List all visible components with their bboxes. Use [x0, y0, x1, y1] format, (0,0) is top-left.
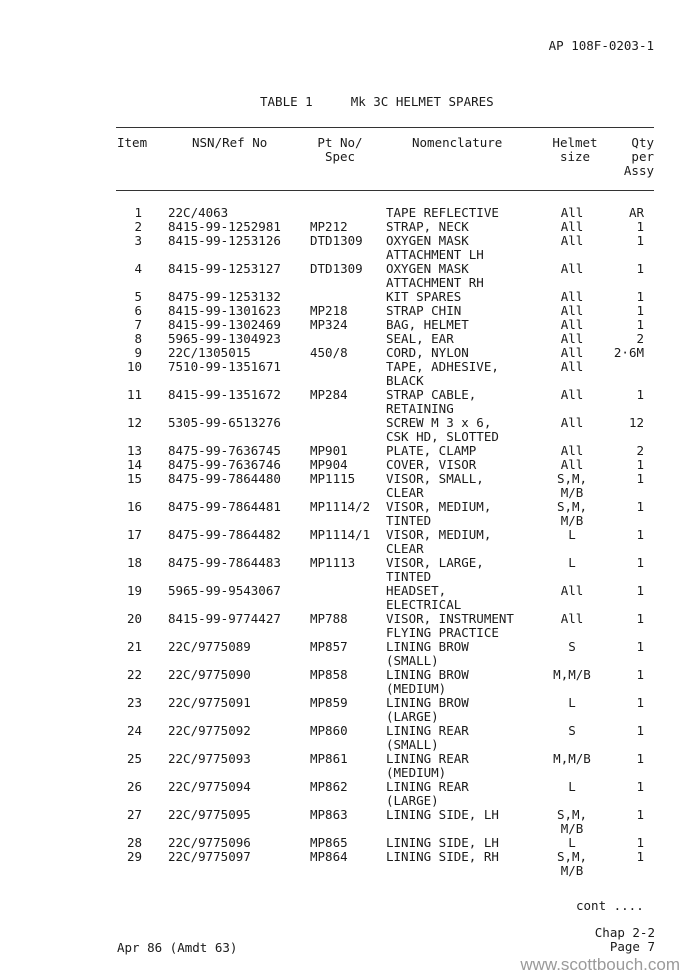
- quantity-cell: 1: [636, 695, 644, 710]
- nsn-ref-cell: 8415-99-1351672: [168, 387, 281, 402]
- table-row: [0, 346, 690, 360]
- item-number-cell: 17: [126, 527, 142, 542]
- item-number-cell: 2: [134, 219, 142, 234]
- table-row: [0, 696, 690, 724]
- nomenclature-cell: VISOR, MEDIUM, TINTED: [386, 499, 492, 528]
- table-label: TABLE 1: [260, 94, 313, 109]
- nomenclature-cell: LINING BROW (MEDIUM): [386, 667, 469, 696]
- nsn-ref-cell: 5965-99-1304923: [168, 331, 281, 346]
- helmet-size-cell: All: [560, 611, 584, 626]
- part-number-cell: 450/8: [310, 345, 348, 360]
- helmet-size-cell: L: [568, 779, 576, 794]
- helmet-size-cell: M,M/B: [553, 751, 591, 766]
- helmet-size-cell: S: [568, 723, 576, 738]
- nomenclature-cell: SCREW M 3 x 6, CSK HD, SLOTTED: [386, 415, 499, 444]
- part-number-cell: MP861: [310, 751, 348, 766]
- quantity-cell: 1: [636, 849, 644, 864]
- header-bottom-rule: [116, 190, 654, 191]
- amendment-date: Apr 86 (Amdt 63): [117, 940, 238, 955]
- nomenclature-cell: VISOR, INSTRUMENT FLYING PRACTICE: [386, 611, 514, 640]
- nsn-ref-cell: 22C/9775095: [168, 807, 251, 822]
- nomenclature-cell: OXYGEN MASK ATTACHMENT LH: [386, 233, 484, 262]
- quantity-cell: 1: [636, 723, 644, 738]
- part-number-cell: MP865: [310, 835, 348, 850]
- helmet-size-cell: All: [560, 583, 584, 598]
- helmet-size-cell: All: [560, 457, 584, 472]
- table-row: [0, 290, 690, 304]
- nomenclature-cell: LINING REAR (MEDIUM): [386, 751, 469, 780]
- quantity-cell: 2: [636, 443, 644, 458]
- part-number-cell: MP284: [310, 387, 348, 402]
- quantity-cell: 1: [636, 583, 644, 598]
- nsn-ref-cell: 8415-99-9774427: [168, 611, 281, 626]
- item-number-cell: 20: [126, 611, 142, 626]
- item-number-cell: 5: [134, 289, 142, 304]
- helmet-size-cell: All: [560, 415, 584, 430]
- chapter-page-info: [585, 926, 655, 954]
- quantity-cell: 1: [636, 387, 644, 402]
- quantity-cell: 1: [636, 261, 644, 276]
- watermark: www.scottbouch.com: [520, 955, 680, 974]
- document-reference: AP 108F-0203-1: [548, 38, 654, 53]
- nomenclature-cell: PLATE, CLAMP: [386, 443, 477, 458]
- nomenclature-cell: LINING SIDE, LH: [386, 835, 499, 850]
- item-number-cell: 3: [134, 233, 142, 248]
- helmet-size-cell: All: [560, 205, 584, 220]
- nomenclature-cell: LINING BROW (SMALL): [386, 639, 469, 668]
- item-number-cell: 25: [126, 751, 142, 766]
- quantity-cell: 1: [636, 499, 644, 514]
- item-number-cell: 19: [126, 583, 142, 598]
- quantity-cell: 1: [636, 457, 644, 472]
- quantity-cell: 1: [636, 233, 644, 248]
- item-number-cell: 24: [126, 723, 142, 738]
- nomenclature-cell: HEADSET, ELECTRICAL: [386, 583, 462, 612]
- part-number-cell: DTD1309: [310, 261, 363, 276]
- chapter-label: Chap 2-2: [594, 925, 655, 940]
- item-number-cell: 27: [126, 807, 142, 822]
- nsn-ref-cell: 8415-99-1302469: [168, 317, 281, 332]
- part-number-cell: MP864: [310, 849, 348, 864]
- table-row: [0, 262, 690, 290]
- part-number-cell: MP858: [310, 667, 348, 682]
- table-row: [0, 584, 690, 612]
- helmet-size-cell: S: [568, 639, 576, 654]
- item-number-cell: 14: [126, 457, 142, 472]
- item-number-cell: 6: [134, 303, 142, 318]
- helmet-size-cell: All: [560, 233, 584, 248]
- quantity-cell: 1: [636, 639, 644, 654]
- table-row: [0, 556, 690, 584]
- nomenclature-cell: LINING REAR (LARGE): [386, 779, 469, 808]
- table-row: [0, 808, 690, 836]
- nsn-ref-cell: 22C/4063: [168, 205, 229, 220]
- part-number-cell: DTD1309: [310, 233, 363, 248]
- nsn-ref-cell: 7510-99-1351671: [168, 359, 281, 374]
- nsn-ref-cell: 22C/9775090: [168, 667, 251, 682]
- nsn-ref-cell: 8415-99-1252981: [168, 219, 281, 234]
- item-number-cell: 1: [134, 205, 142, 220]
- part-number-cell: MP904: [310, 457, 348, 472]
- nsn-ref-cell: 8415-99-1253126: [168, 233, 281, 248]
- nomenclature-cell: COVER, VISOR: [386, 457, 477, 472]
- table-title: [260, 94, 494, 109]
- quantity-cell: 1: [636, 527, 644, 542]
- nsn-ref-cell: 22C/1305015: [168, 345, 251, 360]
- column-header-item: Item: [117, 135, 148, 150]
- item-number-cell: 12: [126, 415, 142, 430]
- helmet-size-cell: S,M, M/B: [556, 807, 588, 836]
- part-number-cell: MP1114/1: [310, 527, 371, 542]
- nsn-ref-cell: 5965-99-9543067: [168, 583, 281, 598]
- nomenclature-cell: LINING SIDE, RH: [386, 849, 499, 864]
- table-row: [0, 752, 690, 780]
- nomenclature-cell: BAG, HELMET: [386, 317, 469, 332]
- nsn-ref-cell: 8475-99-7636745: [168, 443, 281, 458]
- nsn-ref-cell: 8475-99-7864481: [168, 499, 281, 514]
- table-row: [0, 668, 690, 696]
- page-number: Page 7: [609, 939, 655, 954]
- item-number-cell: 11: [126, 387, 142, 402]
- table-row: [0, 332, 690, 346]
- quantity-cell: 1: [636, 303, 644, 318]
- nomenclature-cell: LINING BROW (LARGE): [386, 695, 469, 724]
- nomenclature-cell: VISOR, SMALL, CLEAR: [386, 471, 484, 500]
- quantity-cell: AR: [628, 205, 644, 220]
- column-header-nomenclature: Nomenclature: [412, 135, 503, 150]
- nsn-ref-cell: 22C/9775096: [168, 835, 251, 850]
- table-row: [0, 612, 690, 640]
- nsn-ref-cell: 22C/9775094: [168, 779, 251, 794]
- nomenclature-cell: VISOR, LARGE, TINTED: [386, 555, 484, 584]
- helmet-size-cell: All: [560, 303, 584, 318]
- table-row: [0, 724, 690, 752]
- table-row: [0, 416, 690, 444]
- nsn-ref-cell: 8475-99-1253132: [168, 289, 281, 304]
- quantity-cell: 1: [636, 751, 644, 766]
- helmet-size-cell: All: [560, 289, 584, 304]
- column-header-part-number: Pt No/ Spec: [317, 135, 363, 164]
- helmet-size-cell: L: [568, 695, 576, 710]
- spares-table-body: [0, 206, 690, 878]
- item-number-cell: 26: [126, 779, 142, 794]
- column-header-quantity: Qty per Assy: [623, 135, 654, 178]
- nomenclature-cell: VISOR, MEDIUM, CLEAR: [386, 527, 492, 556]
- item-number-cell: 4: [134, 261, 142, 276]
- quantity-cell: 12: [628, 415, 644, 430]
- nsn-ref-cell: 22C/9775091: [168, 695, 251, 710]
- table-row: [0, 472, 690, 500]
- part-number-cell: MP860: [310, 723, 348, 738]
- helmet-size-cell: All: [560, 331, 584, 346]
- table-row: [0, 836, 690, 850]
- part-number-cell: MP859: [310, 695, 348, 710]
- helmet-size-cell: All: [560, 261, 584, 276]
- table-row: [0, 304, 690, 318]
- item-number-cell: 8: [134, 331, 142, 346]
- nomenclature-cell: STRAP CHIN: [386, 303, 462, 318]
- helmet-size-cell: All: [560, 359, 584, 374]
- quantity-cell: 1: [636, 219, 644, 234]
- header-top-rule: [116, 127, 654, 128]
- table-row: [0, 318, 690, 332]
- column-header-helmet-size: Helmet size: [552, 135, 598, 164]
- helmet-size-cell: All: [560, 443, 584, 458]
- table-row: [0, 780, 690, 808]
- nsn-ref-cell: 5305-99-6513276: [168, 415, 281, 430]
- table-row: [0, 444, 690, 458]
- quantity-cell: 2·6M: [613, 345, 644, 360]
- table-row: [0, 360, 690, 388]
- nsn-ref-cell: 8415-99-1301623: [168, 303, 281, 318]
- part-number-cell: MP901: [310, 443, 348, 458]
- part-number-cell: MP218: [310, 303, 348, 318]
- table-row: [0, 528, 690, 556]
- table-row: [0, 220, 690, 234]
- helmet-size-cell: M,M/B: [553, 667, 591, 682]
- helmet-size-cell: All: [560, 317, 584, 332]
- part-number-cell: MP788: [310, 611, 348, 626]
- helmet-size-cell: S,M, M/B: [556, 499, 588, 528]
- quantity-cell: 1: [636, 835, 644, 850]
- quantity-cell: 1: [636, 779, 644, 794]
- item-number-cell: 18: [126, 555, 142, 570]
- part-number-cell: MP862: [310, 779, 348, 794]
- item-number-cell: 21: [126, 639, 142, 654]
- nomenclature-cell: STRAP CABLE, RETAINING: [386, 387, 477, 416]
- item-number-cell: 23: [126, 695, 142, 710]
- nsn-ref-cell: 22C/9775089: [168, 639, 251, 654]
- continued-label: cont ....: [576, 898, 644, 913]
- quantity-cell: 1: [636, 317, 644, 332]
- nomenclature-cell: TAPE REFLECTIVE: [386, 205, 499, 220]
- quantity-cell: 1: [636, 289, 644, 304]
- nomenclature-cell: CORD, NYLON: [386, 345, 469, 360]
- item-number-cell: 22: [126, 667, 142, 682]
- nomenclature-cell: OXYGEN MASK ATTACHMENT RH: [386, 261, 484, 290]
- nomenclature-cell: SEAL, EAR: [386, 331, 454, 346]
- item-number-cell: 13: [126, 443, 142, 458]
- quantity-cell: 1: [636, 471, 644, 486]
- table-row: [0, 206, 690, 220]
- column-header-nsn: NSN/Ref No: [192, 135, 268, 150]
- item-number-cell: 29: [126, 849, 142, 864]
- part-number-cell: MP324: [310, 317, 348, 332]
- part-number-cell: MP863: [310, 807, 348, 822]
- helmet-size-cell: S,M, M/B: [556, 849, 588, 878]
- nomenclature-cell: LINING SIDE, LH: [386, 807, 499, 822]
- helmet-size-cell: S,M, M/B: [556, 471, 588, 500]
- table-row: [0, 234, 690, 262]
- quantity-cell: 2: [636, 331, 644, 346]
- helmet-size-cell: All: [560, 387, 584, 402]
- nsn-ref-cell: 22C/9775097: [168, 849, 251, 864]
- table-row: [0, 850, 690, 878]
- nsn-ref-cell: 8475-99-7864482: [168, 527, 281, 542]
- nsn-ref-cell: 8475-99-7636746: [168, 457, 281, 472]
- table-row: [0, 640, 690, 668]
- nsn-ref-cell: 8415-99-1253127: [168, 261, 281, 276]
- item-number-cell: 28: [126, 835, 142, 850]
- part-number-cell: MP1115: [310, 471, 356, 486]
- item-number-cell: 16: [126, 499, 142, 514]
- part-number-cell: MP857: [310, 639, 348, 654]
- nomenclature-cell: KIT SPARES: [386, 289, 462, 304]
- nomenclature-cell: TAPE, ADHESIVE, BLACK: [386, 359, 499, 388]
- item-number-cell: 7: [134, 317, 142, 332]
- helmet-size-cell: L: [568, 527, 576, 542]
- part-number-cell: MP1113: [310, 555, 356, 570]
- part-number-cell: MP212: [310, 219, 348, 234]
- table-row: [0, 388, 690, 416]
- nsn-ref-cell: 8475-99-7864483: [168, 555, 281, 570]
- quantity-cell: 1: [636, 611, 644, 626]
- table-name: Mk 3C HELMET SPARES: [350, 94, 494, 109]
- quantity-cell: 1: [636, 667, 644, 682]
- helmet-size-cell: All: [560, 219, 584, 234]
- quantity-cell: 1: [636, 555, 644, 570]
- nomenclature-cell: STRAP, NECK: [386, 219, 469, 234]
- item-number-cell: 10: [126, 359, 142, 374]
- helmet-size-cell: L: [568, 555, 576, 570]
- nsn-ref-cell: 22C/9775093: [168, 751, 251, 766]
- item-number-cell: 15: [126, 471, 142, 486]
- helmet-size-cell: L: [568, 835, 576, 850]
- quantity-cell: 1: [636, 807, 644, 822]
- item-number-cell: 9: [134, 345, 142, 360]
- helmet-size-cell: All: [560, 345, 584, 360]
- nsn-ref-cell: 8475-99-7864480: [168, 471, 281, 486]
- nsn-ref-cell: 22C/9775092: [168, 723, 251, 738]
- nomenclature-cell: LINING REAR (SMALL): [386, 723, 469, 752]
- part-number-cell: MP1114/2: [310, 499, 371, 514]
- table-row: [0, 458, 690, 472]
- table-row: [0, 500, 690, 528]
